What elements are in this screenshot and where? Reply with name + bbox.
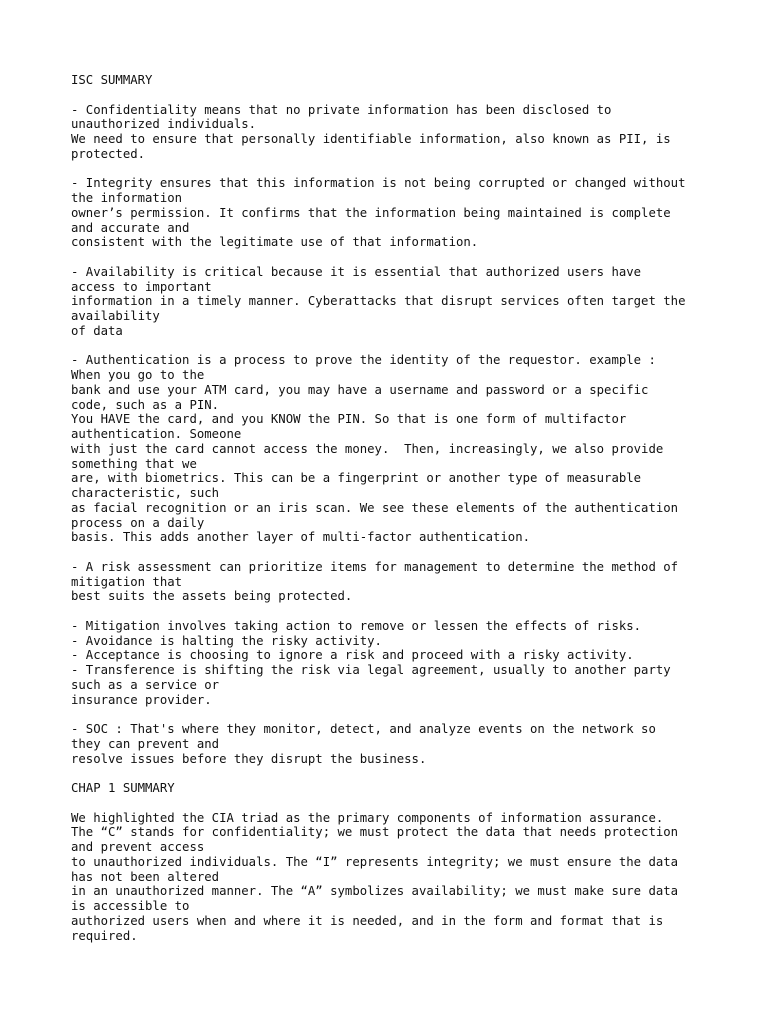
text-line: We highlighted the CIA triad as the primary components of information assurance. <box>71 810 664 825</box>
text-line: protected. <box>71 146 146 161</box>
text-line: - Authentication is a process to prove the identity of the requestor. example : <box>71 353 656 368</box>
text-line: authentication. Someone <box>71 427 242 441</box>
blank-line <box>71 339 731 354</box>
blank-line <box>71 545 731 560</box>
text-line: and accurate and <box>71 220 190 235</box>
text-line: are, with biometrics. This can be a fingerprint or another type of measurable <box>71 471 642 486</box>
blank-line <box>71 707 731 722</box>
text-line: consistent with the legitimate use of that information. <box>71 235 479 250</box>
text-line: bank and use your ATM card, you may have a username and password or a specific <box>71 382 649 397</box>
text-line: the information <box>71 191 183 205</box>
text-line: CHAP 1 SUMMARY <box>71 781 175 795</box>
text-line: When you go to the <box>71 368 205 382</box>
text-line: they can prevent and <box>71 736 220 751</box>
text-line: required. <box>71 928 138 943</box>
blank-line <box>71 162 731 177</box>
text-line: availability <box>71 309 160 323</box>
text-line: - Availability is critical because it is essential that authorized users have <box>71 264 642 279</box>
blank-line <box>71 796 731 811</box>
text-line: - Confidentiality means that no private information has been disclosed to <box>71 102 612 117</box>
text-line: information in a timely manner. Cyberattacks that disrupt services often target the <box>71 294 686 309</box>
blank-line <box>71 766 731 781</box>
text-line: authorized users when and where it is needed, and in the form and format that is <box>71 913 664 928</box>
blank-line <box>71 88 731 103</box>
text-line: something that we <box>71 456 197 471</box>
blank-line <box>71 250 731 265</box>
text-line: of data <box>71 323 123 338</box>
text-line: best suits the assets being protected. <box>71 589 353 604</box>
text-line: - Integrity ensures that this information is not being corrupted or changed without <box>71 176 686 191</box>
text-line: - Avoidance is halting the risky activity. <box>71 633 382 648</box>
text-line: is accessible to <box>71 899 190 913</box>
text-line: access to important <box>71 279 212 294</box>
document-body <box>71 73 731 943</box>
text-line: code, such as a PIN. <box>71 397 220 412</box>
text-line: mitigation that <box>71 574 183 589</box>
text-line: and prevent access <box>71 840 205 854</box>
text-line: - Acceptance is choosing to ignore a risk and proceed with a risky activity. <box>71 648 634 663</box>
text-line: owner’s permission. It confirms that the information being maintained is complete <box>71 205 671 220</box>
text-line: with just the card cannot access the money. Then, increasingly, we also provide <box>71 441 664 456</box>
text-line: characteristic, such <box>71 486 220 500</box>
text-line: We need to ensure that personally identifiable information, also known as PII, is <box>71 132 671 146</box>
text-line: - SOC : That's where they monitor, detect, and analyze events on the network so <box>71 722 656 736</box>
text-line: basis. This adds another layer of multi-factor authentication. <box>71 530 531 545</box>
text-line: unauthorized individuals. <box>71 117 257 132</box>
text-line: as facial recognition or an iris scan. We see these elements of the authentication <box>71 500 679 515</box>
text-line: - A risk assessment can prioritize items for management to determine the method of <box>71 559 679 574</box>
text-line: - Mitigation involves taking action to remove or lessen the effects of risks. <box>71 618 642 633</box>
text-line: such as a service or <box>71 677 220 692</box>
text-line: resolve issues before they disrupt the business. <box>71 751 427 766</box>
text-line: to unauthorized individuals. The “I” represents integrity; we must ensure the data <box>71 854 679 869</box>
text-line: You HAVE the card, and you KNOW the PIN. So that is one form of multifactor <box>71 412 627 427</box>
text-line: in an unauthorized manner. The “A” symbolizes availability; we must make sure data <box>71 884 679 899</box>
text-line: process on a daily <box>71 515 205 530</box>
text-line: insurance provider. <box>71 692 212 707</box>
text-line: - Transference is shifting the risk via legal agreement, usually to another party <box>71 663 671 677</box>
text-line: ISC SUMMARY <box>71 73 153 87</box>
text-line: has not been altered <box>71 869 220 884</box>
blank-line <box>71 604 731 619</box>
text-line: The “C” stands for confidentiality; we must protect the data that needs protection <box>71 825 679 840</box>
